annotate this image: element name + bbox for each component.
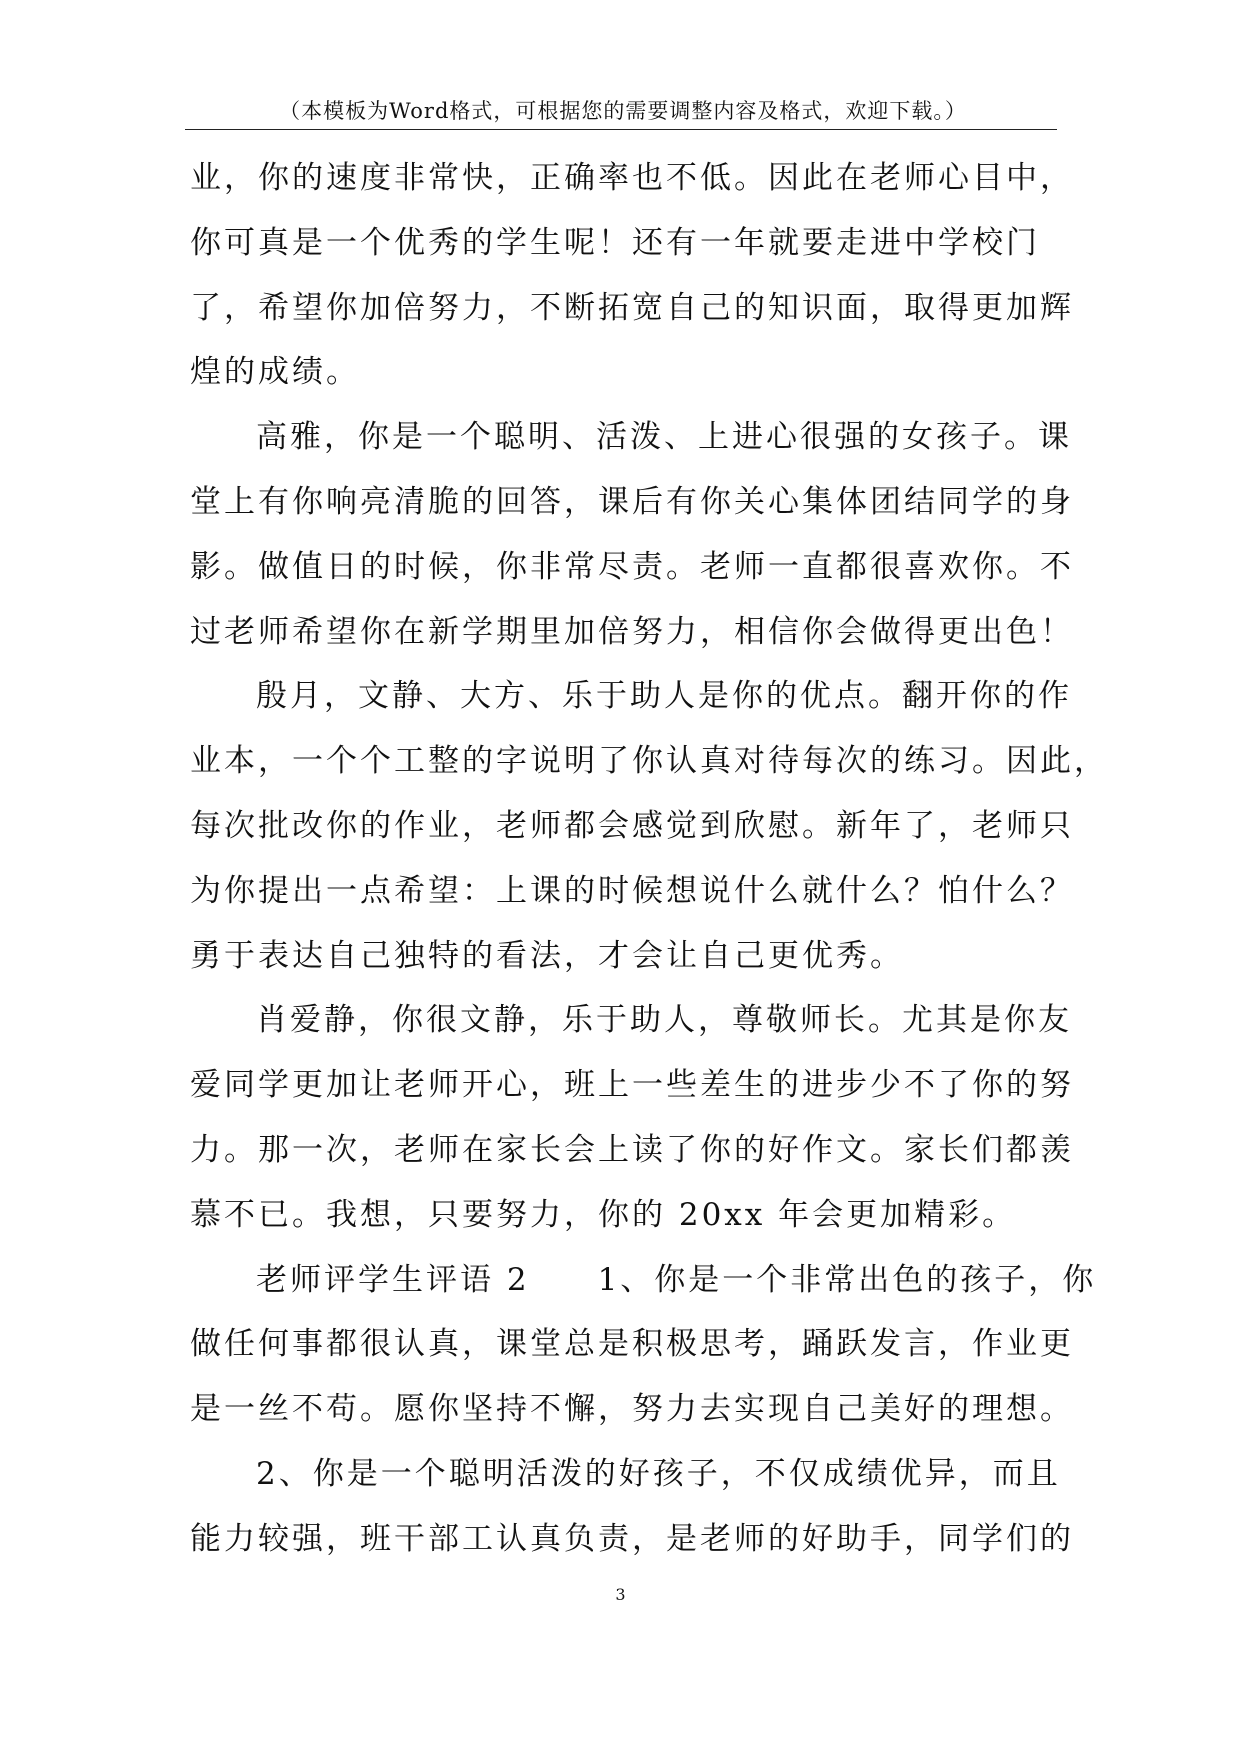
text-line: 业，你的速度非常快，正确率也不低。因此在老师心目中， [190, 160, 1074, 196]
text-line: 高雅，你是一个聪明、活泼、上进心很强的女孩子。课 [256, 419, 1072, 456]
text-line: 殷月，文静、大方、乐于助人是你的优点。翻开你的作 [256, 678, 1072, 715]
page-number: 3 [615, 1585, 626, 1604]
text-line: 过老师希望你在新学期里加倍努力，相信你会做得更出色！ [190, 613, 1074, 650]
text-line: 业本，一个个工整的字说明了你认真对待每次的练习。因此， [190, 743, 1108, 780]
text-line: 能力较强，班干部工认真负责，是老师的好助手，同学们的 [190, 1520, 1074, 1557]
paragraph-comments-2 [190, 1248, 1097, 1442]
paragraph-continuation [190, 146, 1074, 405]
text-line: 每次批改你的作业，老师都会感觉到欣慰。新年了，老师只 [190, 807, 1074, 844]
text-line: 是一丝不苟。愿你坚持不懈，努力去实现自己美好的理想。 [190, 1391, 1074, 1428]
text-line: 勇于表达自己独特的看法，才会让自己更优秀。 [190, 937, 904, 974]
text-line: 你可真是一个优秀的学生呢！还有一年就要走进中学校门 [190, 224, 1040, 261]
text-line: 做任何事都很认真，课堂总是积极思考，踊跃发言，作业更 [190, 1326, 1074, 1363]
text-line: 2、你是一个聪明活泼的好孩子，不仅成绩优异，而且 [256, 1455, 1061, 1492]
header-divider [185, 129, 1057, 130]
text-line: 老师评学生评语 2 1、你是一个非常出色的孩子，你 [256, 1261, 1097, 1298]
text-line: 了，希望你加倍努力，不断拓宽自己的知识面，取得更加辉 [190, 289, 1074, 326]
text-line: 力。那一次，老师在家长会上读了你的好作文。家长们都羡 [190, 1131, 1074, 1168]
text-line: 肖爱静，你很文静，乐于助人，尊敬师长。尤其是你友 [256, 1002, 1072, 1039]
paragraph-yinyue [190, 664, 1108, 988]
paragraph-item-2 [190, 1442, 1074, 1572]
text-line: 为你提出一点希望：上课的时候想说什么就什么？怕什么？ [190, 872, 1074, 909]
text-line: 煌的成绩。 [190, 354, 360, 391]
paragraph-gaoya [190, 405, 1074, 664]
text-line: 慕不已。我想，只要努力，你的 20xx 年会更加精彩。 [190, 1196, 1017, 1233]
text-line: 影。做值日的时候，你非常尽责。老师一直都很喜欢你。不 [190, 548, 1074, 585]
paragraph-xiaoaijing [190, 988, 1074, 1247]
text-line: 爱同学更加让老师开心，班上一些差生的进步少不了你的努 [190, 1067, 1074, 1104]
document-body [190, 146, 1108, 1572]
text-line: 堂上有你响亮清脆的回答，课后有你关心集体团结同学的身 [190, 483, 1074, 520]
template-header-note: （本模板为Word格式，可根据您的需要调整内容及格式，欢迎下载。） [279, 99, 967, 123]
